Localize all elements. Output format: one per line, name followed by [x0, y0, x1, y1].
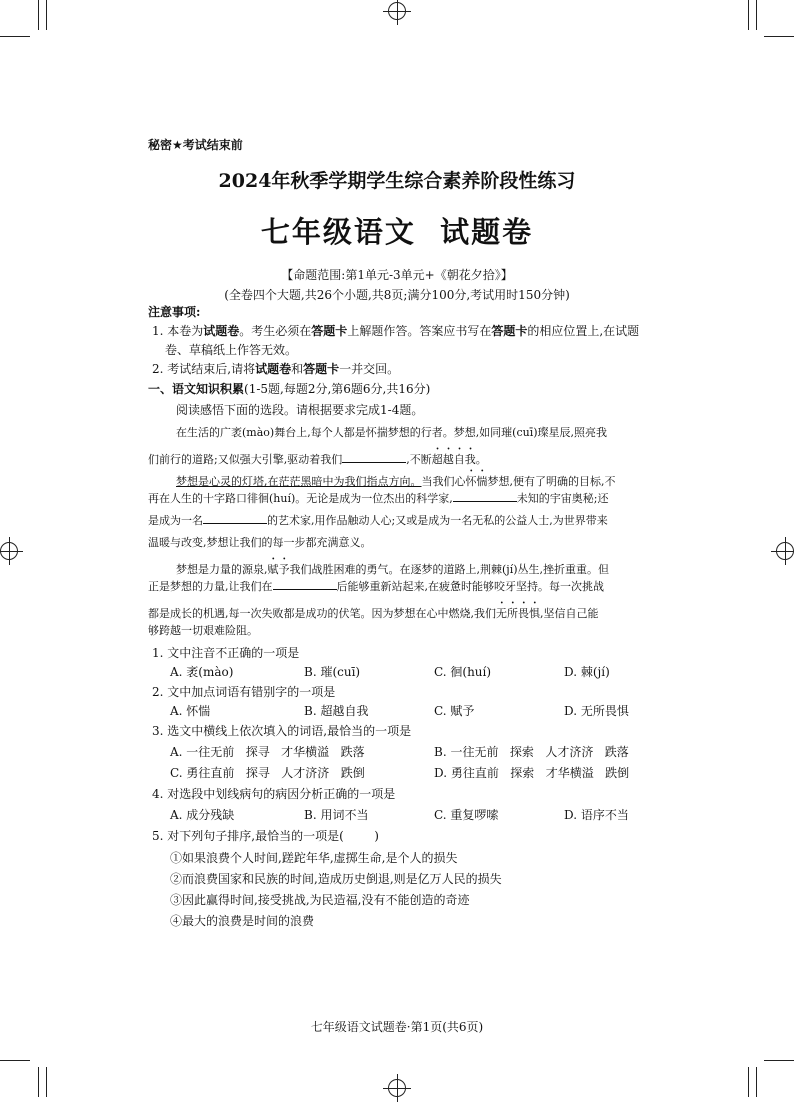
passage-line [148, 600, 668, 623]
fill-blank [453, 490, 517, 502]
note-bold: 答题卡 [311, 324, 348, 338]
ordering-sentence: ④最大的浪费是时间的浪费 [170, 914, 315, 928]
note-text: 上解题作答。答案应书写在 [347, 324, 492, 338]
note-text: 2. 考试结束后,请将 [152, 362, 256, 376]
passage-line [148, 446, 668, 469]
passage-text: ,不断 [406, 453, 432, 466]
question-option: D. 无所畏惧 [564, 704, 629, 718]
question-option: C. 重复啰嗦 [434, 808, 499, 822]
confidential-label: 秘密★考试结束前 [148, 138, 243, 152]
note-2 [152, 360, 672, 378]
passage-text: 的艺术家,用作品触动人心;又或是成为一名无私的公益人士,为世界带来 [267, 514, 608, 527]
passage-text: 们前行的道路;又似强大引擎,驱动着我们 [148, 453, 343, 466]
crop-mark [748, 0, 749, 30]
notes-heading: 注意事项: [148, 305, 201, 319]
crop-mark [0, 1060, 30, 1061]
fill-blank [342, 451, 406, 463]
note-1-continued: 卷、草稿纸上作答无效。 [165, 343, 298, 357]
note-1 [152, 322, 672, 340]
passage-line [176, 468, 696, 491]
section-instruction: 阅读感悟下面的选段。请根据要求完成1-4题。 [176, 403, 424, 417]
note-text: 的相应位置上,在试题 [527, 324, 640, 338]
section-title: 一、语文知识积累 [148, 382, 245, 396]
section-heading [148, 380, 668, 398]
dotted-word: 怀惴 [465, 475, 488, 488]
question-stem: 2. 文中加点词语有错别字的一项是 [152, 685, 336, 699]
crop-mark [756, 0, 757, 30]
fill-blank [273, 578, 337, 590]
registration-mark-bottom-icon [388, 1079, 406, 1097]
question-stem: 3. 选文中横线上依次填入的词语,最恰当的一项是 [152, 724, 412, 738]
question-stem: 5. 对下列句子排序,最恰当的一项是( ) [152, 829, 379, 843]
dotted-word: 无所畏惧 [496, 607, 540, 620]
note-text: 1. 本卷为 [152, 324, 204, 338]
passage-text: 。 [475, 453, 487, 466]
fill-blank [203, 512, 267, 524]
exam-info: (全卷四个大题,共26个小题,共8页;满分100分,考试用时150分钟) [224, 288, 570, 302]
underlined-sentence: 梦想是心灵的灯塔,在茫茫黑暗中为我们指点方向。 [176, 475, 422, 488]
passage-line: 够跨越一切艰难险阻。 [148, 624, 258, 637]
question-stem: 4. 对选段中划线病句的病因分析正确的一项是 [152, 787, 396, 801]
crop-mark [0, 36, 30, 37]
note-bold: 答题卡 [303, 362, 340, 376]
question-option: D. 语序不当 [564, 808, 629, 822]
crop-mark [764, 36, 794, 37]
question-option: A. 一往无前 探寻 才华横溢 跌落 [170, 745, 365, 759]
question-option: B. 一往无前 探索 人才济济 跌落 [434, 745, 629, 759]
passage-text: 都是成长的机遇,每一次失败都是成功的伏笔。因为梦想在心中燃烧,我们 [148, 607, 496, 620]
passage-line [148, 490, 668, 508]
registration-mark-left-icon [0, 542, 18, 560]
ordering-sentence: ②而浪费国家和民族的时间,造成历史倒退,则是亿万人民的损失 [170, 872, 502, 886]
question-option: B. 璀(cuī) [304, 665, 361, 679]
note-bold: 答题卡 [491, 324, 528, 338]
passage-text: 再在人生的十字路口徘徊(huí)。无论是成为一位杰出的科学家, [148, 492, 453, 505]
question-option: A. 袤(mào) [170, 665, 234, 679]
question-option: A. 成分残缺 [170, 808, 235, 822]
question-option: C. 徊(huí) [434, 665, 492, 679]
passage-text: 后能够重新站起来,在疲惫时能够咬牙坚持。每一次挑战 [336, 580, 604, 593]
passage-text: ,坚信自己能 [540, 607, 599, 620]
question-option: D. 勇往直前 探索 才华横溢 跌倒 [434, 766, 630, 780]
crop-mark [756, 1067, 757, 1097]
question-option: B. 用词不当 [304, 808, 369, 822]
ordering-sentence: ①如果浪费个人时间,蹉跎年华,虚掷生命,是个人的损失 [170, 851, 458, 865]
question-option: B. 超越自我 [304, 704, 369, 718]
exam-scope: 【命题范围:第1单元-3单元+《朝花夕拾》】 [281, 268, 513, 282]
question-option: C. 赋予 [434, 704, 475, 718]
passage-text: 未知的宇宙奥秘;还 [516, 492, 609, 505]
registration-mark-top-icon [388, 2, 406, 20]
passage-line [148, 578, 668, 596]
page-title: 七年级语文 试题卷 [260, 215, 534, 249]
passage-text: 当我们心 [421, 475, 466, 488]
page-footer: 七年级语文试题卷·第1页(共6页) [310, 1020, 484, 1034]
passage-text: 正是梦想的力量,让我们在 [148, 580, 273, 593]
question-option: D. 棘(jí) [564, 665, 610, 679]
question-stem: 1. 文中注音不正确的一项是 [152, 646, 300, 660]
passage-text: 梦想是力量的源泉, [176, 563, 268, 576]
crop-mark [38, 0, 39, 30]
note-text: 一并交回。 [339, 362, 400, 376]
exam-subtitle: 2024年秋季学期学生综合素养阶段性练习 [218, 170, 576, 192]
crop-mark [38, 1067, 39, 1097]
crop-mark [46, 0, 47, 30]
note-bold: 试题卷 [255, 362, 292, 376]
section-detail: (1-5题,每题2分,第6题6分,共16分) [244, 382, 431, 396]
note-text: 。考生必须在 [239, 324, 312, 338]
dotted-word: 超越自我 [431, 453, 476, 466]
dotted-word: 赋予 [267, 563, 290, 576]
question-option: C. 勇往直前 探寻 人才济济 跌倒 [170, 766, 365, 780]
ordering-sentence: ③因此赢得时间,接受挑战,为民造福,没有不能创造的奇迹 [170, 893, 470, 907]
crop-mark [46, 1067, 47, 1097]
registration-mark-right-icon [776, 542, 794, 560]
passage-text: 是成为一名 [148, 514, 203, 527]
passage-line: 在生活的广袤(mào)舞台上,每个人都是怀揣梦想的行者。梦想,如同璀(cuī)璨星辰,照亮我 [176, 426, 608, 439]
passage-text: 梦想,便有了明确的目标,不 [487, 475, 616, 488]
note-text: 和 [291, 362, 304, 376]
passage-line [148, 512, 668, 530]
passage-text: 我们战胜困难的勇气。在逐梦的道路上,荆棘(jí)丛生,挫折重重。但 [289, 563, 610, 576]
passage-line [176, 556, 696, 579]
question-option: A. 怀惴 [170, 704, 211, 718]
note-bold: 试题卷 [203, 324, 240, 338]
crop-mark [748, 1067, 749, 1097]
passage-line: 温暖与改变,梦想让我们的每一步都充满意义。 [148, 536, 372, 549]
crop-mark [764, 1060, 794, 1061]
